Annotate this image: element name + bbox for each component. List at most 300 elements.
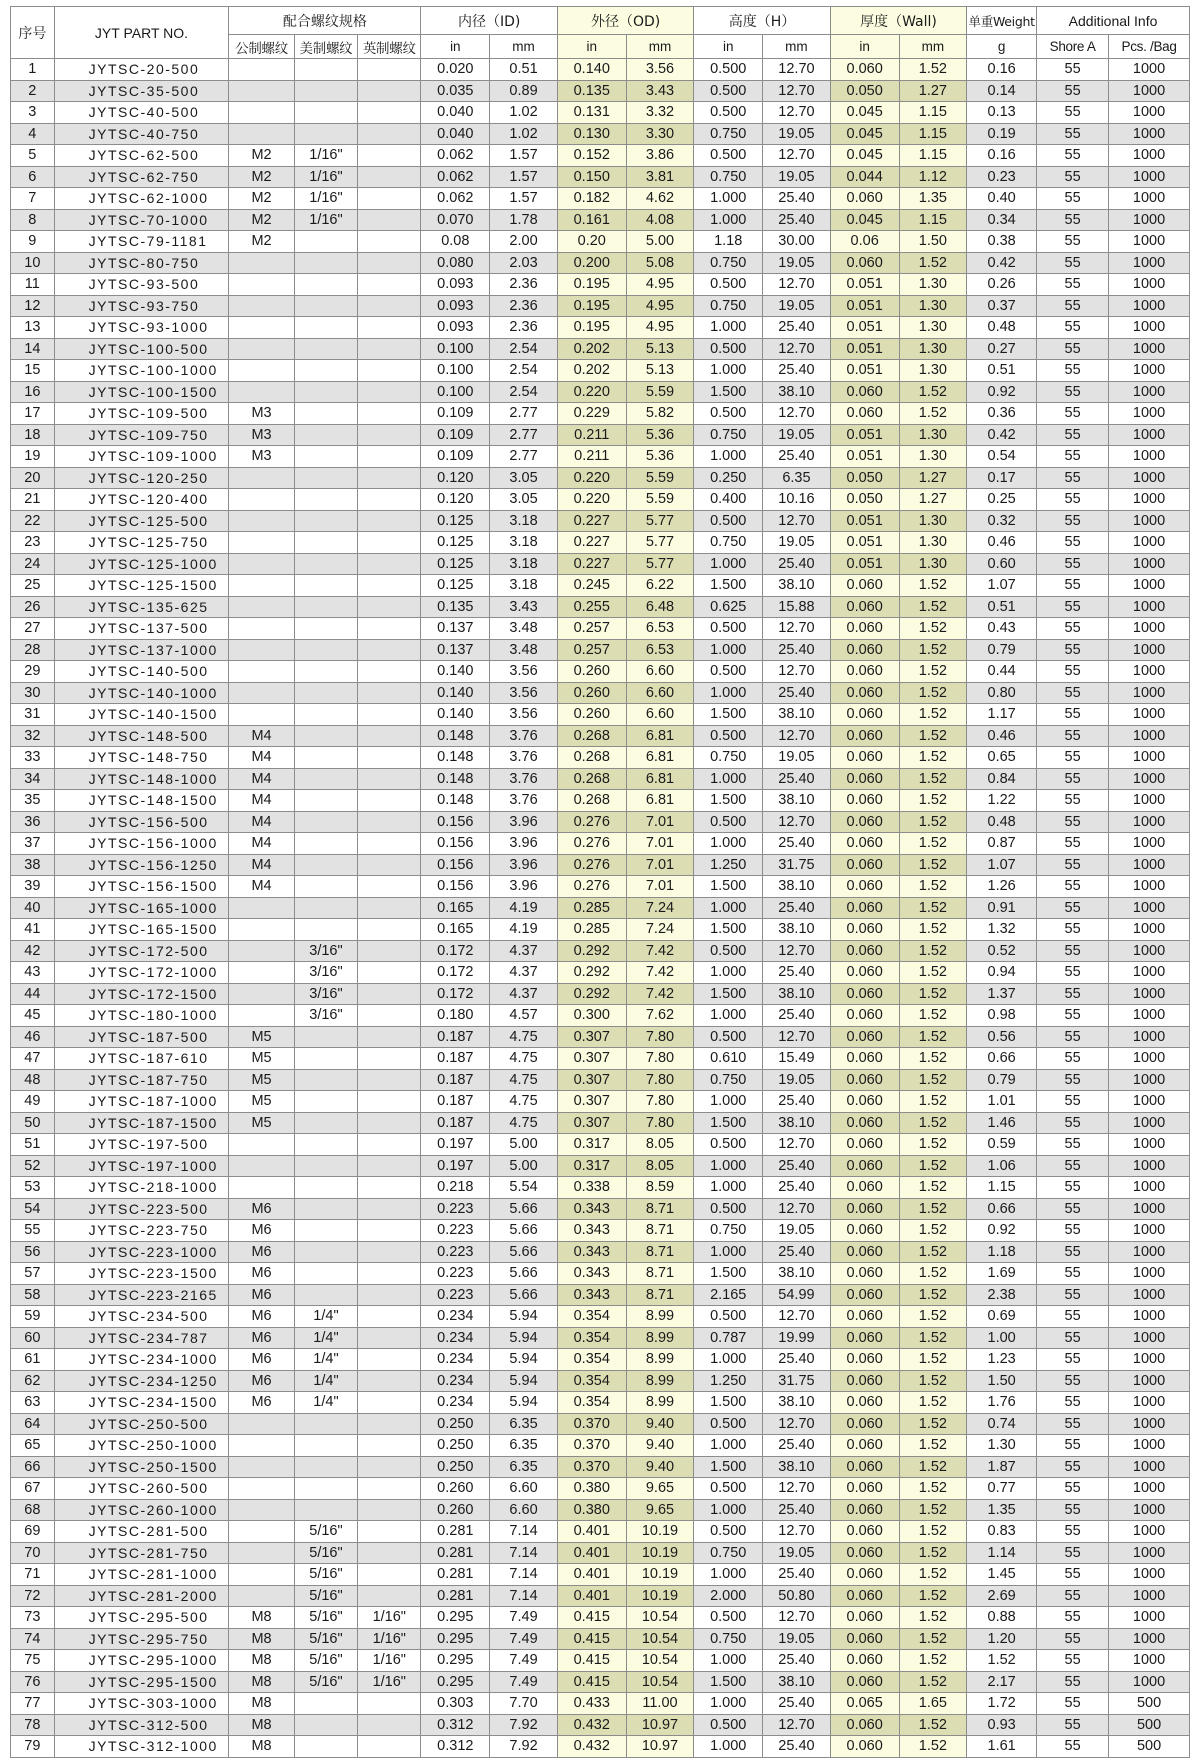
cell-height-in: 0.750	[694, 295, 763, 317]
cell-od-mm: 5.36	[626, 446, 694, 468]
cell-height-mm: 12.70	[763, 274, 831, 296]
cell-thread-metric: M4	[229, 833, 294, 855]
table-row	[11, 618, 1190, 640]
cell-height-in: 1.000	[694, 1155, 763, 1177]
cell-thread-uk	[358, 1736, 421, 1758]
cell-thread-metric: M3	[229, 424, 294, 446]
cell-weight: 0.92	[967, 381, 1037, 403]
cell-shore: 55	[1037, 575, 1109, 597]
cell-od-mm: 3.56	[626, 59, 694, 81]
cell-od-mm: 9.40	[626, 1456, 694, 1478]
table-row	[11, 1736, 1190, 1758]
cell-id-in: 0.125	[421, 553, 490, 575]
cell-part-no: JYTSC-165-1500	[54, 919, 229, 941]
cell-od-mm: 5.59	[626, 489, 694, 511]
cell-id-in: 0.156	[421, 854, 490, 876]
cell-wall-in: 0.060	[830, 1263, 899, 1285]
cell-shore: 55	[1037, 1112, 1109, 1134]
cell-thread-uk	[358, 1714, 421, 1736]
cell-part-no: JYTSC-223-750	[54, 1220, 229, 1242]
cell-wall-in: 0.060	[830, 188, 899, 210]
cell-no: 69	[11, 1521, 55, 1543]
cell-part-no: JYTSC-120-400	[54, 489, 229, 511]
cell-thread-metric: M8	[229, 1736, 294, 1758]
cell-weight: 0.54	[967, 446, 1037, 468]
cell-od-mm: 5.77	[626, 553, 694, 575]
cell-wall-mm: 1.52	[899, 1177, 967, 1199]
cell-od-mm: 7.42	[626, 962, 694, 984]
cell-no: 54	[11, 1198, 55, 1220]
cell-shore: 55	[1037, 618, 1109, 640]
cell-pcs-bag: 1000	[1109, 424, 1190, 446]
cell-height-in: 1.000	[694, 1435, 763, 1457]
cell-od-mm: 5.77	[626, 510, 694, 532]
cell-od-in: 0.433	[557, 1693, 626, 1715]
cell-thread-us	[294, 102, 357, 124]
cell-od-in: 0.220	[557, 467, 626, 489]
cell-height-in: 1.000	[694, 1693, 763, 1715]
cell-od-mm: 10.54	[626, 1650, 694, 1672]
cell-pcs-bag: 1000	[1109, 1499, 1190, 1521]
cell-pcs-bag: 1000	[1109, 446, 1190, 468]
table-row	[11, 317, 1190, 339]
cell-wall-in: 0.060	[830, 876, 899, 898]
cell-wall-in: 0.060	[830, 1198, 899, 1220]
cell-od-in: 0.255	[557, 596, 626, 618]
table-row	[11, 919, 1190, 941]
table-row	[11, 1048, 1190, 1070]
col-shore-header: Shore A	[1037, 35, 1109, 59]
cell-wall-mm: 1.27	[899, 489, 967, 511]
cell-pcs-bag: 1000	[1109, 102, 1190, 124]
cell-no: 61	[11, 1349, 55, 1371]
cell-height-in: 0.500	[694, 510, 763, 532]
cell-no: 20	[11, 467, 55, 489]
cell-part-no: JYTSC-172-1500	[54, 983, 229, 1005]
cell-wall-mm: 1.52	[899, 1736, 967, 1758]
cell-height-mm: 25.40	[763, 360, 831, 382]
cell-weight: 0.51	[967, 596, 1037, 618]
cell-part-no: JYTSC-148-1500	[54, 790, 229, 812]
cell-od-mm: 6.81	[626, 747, 694, 769]
cell-wall-in: 0.060	[830, 1155, 899, 1177]
cell-wall-mm: 1.15	[899, 209, 967, 231]
col-wall-mm-header: mm	[899, 35, 967, 59]
cell-id-in: 0.062	[421, 145, 490, 167]
cell-thread-uk	[358, 876, 421, 898]
cell-no: 4	[11, 123, 55, 145]
cell-height-in: 0.500	[694, 1134, 763, 1156]
cell-height-in: 0.750	[694, 166, 763, 188]
cell-id-in: 0.120	[421, 489, 490, 511]
cell-thread-uk	[358, 1091, 421, 1113]
cell-thread-us	[294, 682, 357, 704]
cell-id-mm: 7.70	[490, 1693, 558, 1715]
cell-weight: 0.44	[967, 661, 1037, 683]
cell-height-in: 0.610	[694, 1048, 763, 1070]
cell-weight: 1.45	[967, 1564, 1037, 1586]
cell-height-mm: 38.10	[763, 919, 831, 941]
cell-height-in: 0.500	[694, 811, 763, 833]
cell-id-in: 0.295	[421, 1650, 490, 1672]
cell-no: 50	[11, 1112, 55, 1134]
cell-height-mm: 10.16	[763, 489, 831, 511]
col-thread-us-header: 美制螺纹	[294, 35, 357, 59]
cell-pcs-bag: 1000	[1109, 897, 1190, 919]
cell-thread-metric	[229, 467, 294, 489]
cell-height-in: 1.500	[694, 1392, 763, 1414]
cell-height-mm: 12.70	[763, 1478, 831, 1500]
cell-weight: 0.77	[967, 1478, 1037, 1500]
cell-part-no: JYTSC-148-1000	[54, 768, 229, 790]
cell-weight: 1.76	[967, 1392, 1037, 1414]
cell-wall-mm: 1.27	[899, 80, 967, 102]
cell-od-mm: 7.80	[626, 1026, 694, 1048]
cell-thread-metric: M8	[229, 1693, 294, 1715]
cell-thread-metric: M2	[229, 209, 294, 231]
cell-weight: 1.14	[967, 1542, 1037, 1564]
col-thread-metric-header: 公制螺纹	[229, 35, 294, 59]
cell-thread-metric	[229, 983, 294, 1005]
cell-height-in: 1.000	[694, 833, 763, 855]
cell-no: 9	[11, 231, 55, 253]
cell-pcs-bag: 1000	[1109, 381, 1190, 403]
cell-height-in: 1.000	[694, 360, 763, 382]
cell-wall-mm: 1.52	[899, 1499, 967, 1521]
cell-wall-in: 0.060	[830, 1564, 899, 1586]
cell-wall-mm: 1.52	[899, 596, 967, 618]
cell-id-mm: 2.36	[490, 274, 558, 296]
cell-od-in: 0.354	[557, 1327, 626, 1349]
cell-height-in: 1.000	[694, 768, 763, 790]
cell-part-no: JYTSC-234-500	[54, 1306, 229, 1328]
cell-wall-mm: 1.52	[899, 790, 967, 812]
cell-thread-uk	[358, 338, 421, 360]
cell-wall-in: 0.045	[830, 123, 899, 145]
cell-pcs-bag: 1000	[1109, 360, 1190, 382]
cell-height-mm: 12.70	[763, 811, 831, 833]
cell-od-in: 0.285	[557, 919, 626, 941]
cell-no: 63	[11, 1392, 55, 1414]
cell-no: 44	[11, 983, 55, 1005]
cell-no: 23	[11, 532, 55, 554]
cell-wall-in: 0.050	[830, 467, 899, 489]
cell-id-in: 0.165	[421, 919, 490, 941]
table-row	[11, 360, 1190, 382]
cell-thread-uk	[358, 1585, 421, 1607]
cell-height-in: 1.500	[694, 704, 763, 726]
cell-wall-in: 0.060	[830, 59, 899, 81]
cell-height-mm: 25.40	[763, 1005, 831, 1027]
cell-id-mm: 7.92	[490, 1714, 558, 1736]
cell-od-in: 0.343	[557, 1263, 626, 1285]
cell-id-in: 0.187	[421, 1048, 490, 1070]
cell-part-no: JYTSC-140-1500	[54, 704, 229, 726]
cell-od-in: 0.135	[557, 80, 626, 102]
cell-id-mm: 3.96	[490, 811, 558, 833]
cell-weight: 1.26	[967, 876, 1037, 898]
cell-shore: 55	[1037, 876, 1109, 898]
cell-shore: 55	[1037, 424, 1109, 446]
col-part-no-header: JYT PART NO.	[54, 7, 229, 59]
cell-height-in: 1.500	[694, 790, 763, 812]
cell-thread-us	[294, 854, 357, 876]
cell-wall-mm: 1.52	[899, 1048, 967, 1070]
cell-no: 72	[11, 1585, 55, 1607]
cell-wall-in: 0.060	[830, 854, 899, 876]
cell-wall-in: 0.051	[830, 510, 899, 532]
cell-od-in: 0.432	[557, 1736, 626, 1758]
cell-thread-uk	[358, 1521, 421, 1543]
cell-weight: 0.80	[967, 682, 1037, 704]
cell-thread-uk	[358, 1048, 421, 1070]
cell-weight: 0.16	[967, 145, 1037, 167]
cell-od-in: 0.317	[557, 1134, 626, 1156]
cell-wall-mm: 1.30	[899, 338, 967, 360]
cell-no: 11	[11, 274, 55, 296]
cell-od-mm: 5.36	[626, 424, 694, 446]
cell-height-mm: 19.05	[763, 1069, 831, 1091]
cell-id-mm: 3.96	[490, 854, 558, 876]
cell-od-in: 0.276	[557, 811, 626, 833]
cell-od-in: 0.152	[557, 145, 626, 167]
cell-wall-in: 0.060	[830, 1306, 899, 1328]
table-row	[11, 1650, 1190, 1672]
cell-no: 7	[11, 188, 55, 210]
cell-wall-in: 0.060	[830, 1091, 899, 1113]
cell-thread-uk	[358, 252, 421, 274]
cell-pcs-bag: 1000	[1109, 790, 1190, 812]
cell-no: 35	[11, 790, 55, 812]
cell-thread-uk	[358, 618, 421, 640]
cell-od-in: 0.227	[557, 532, 626, 554]
cell-shore: 55	[1037, 983, 1109, 1005]
cell-id-in: 0.234	[421, 1370, 490, 1392]
cell-height-in: 1.000	[694, 1736, 763, 1758]
cell-od-in: 0.343	[557, 1198, 626, 1220]
table-row	[11, 1284, 1190, 1306]
cell-id-in: 0.223	[421, 1284, 490, 1306]
cell-wall-in: 0.060	[830, 618, 899, 640]
cell-od-mm: 4.95	[626, 295, 694, 317]
cell-height-in: 1.500	[694, 983, 763, 1005]
cell-wall-mm: 1.30	[899, 553, 967, 575]
cell-part-no: JYTSC-62-1000	[54, 188, 229, 210]
cell-wall-mm: 1.30	[899, 424, 967, 446]
cell-od-in: 0.195	[557, 317, 626, 339]
cell-part-no: JYTSC-281-1000	[54, 1564, 229, 1586]
cell-no: 48	[11, 1069, 55, 1091]
cell-wall-in: 0.051	[830, 360, 899, 382]
cell-wall-in: 0.051	[830, 424, 899, 446]
cell-wall-mm: 1.52	[899, 876, 967, 898]
cell-part-no: JYTSC-295-750	[54, 1628, 229, 1650]
cell-height-in: 0.750	[694, 424, 763, 446]
cell-height-mm: 25.40	[763, 188, 831, 210]
cell-wall-in: 0.051	[830, 317, 899, 339]
cell-height-mm: 38.10	[763, 1456, 831, 1478]
cell-wall-in: 0.060	[830, 940, 899, 962]
table-row	[11, 1478, 1190, 1500]
cell-no: 8	[11, 209, 55, 231]
cell-id-mm: 5.94	[490, 1349, 558, 1371]
cell-thread-metric	[229, 252, 294, 274]
cell-height-in: 0.750	[694, 1628, 763, 1650]
cell-weight: 0.26	[967, 274, 1037, 296]
cell-od-mm: 10.19	[626, 1585, 694, 1607]
cell-shore: 55	[1037, 1736, 1109, 1758]
cell-pcs-bag: 1000	[1109, 1155, 1190, 1177]
cell-thread-metric: M2	[229, 188, 294, 210]
cell-thread-us	[294, 1026, 357, 1048]
cell-thread-uk	[358, 983, 421, 1005]
cell-shore: 55	[1037, 1628, 1109, 1650]
cell-id-mm: 5.66	[490, 1241, 558, 1263]
cell-thread-metric: M6	[229, 1241, 294, 1263]
cell-height-mm: 38.10	[763, 983, 831, 1005]
cell-wall-in: 0.060	[830, 962, 899, 984]
cell-od-mm: 7.80	[626, 1069, 694, 1091]
cell-shore: 55	[1037, 854, 1109, 876]
cell-wall-mm: 1.52	[899, 1284, 967, 1306]
cell-od-in: 0.292	[557, 940, 626, 962]
cell-thread-uk	[358, 59, 421, 81]
cell-thread-uk	[358, 231, 421, 253]
cell-id-mm: 7.49	[490, 1650, 558, 1672]
cell-weight: 1.35	[967, 1499, 1037, 1521]
cell-pcs-bag: 1000	[1109, 467, 1190, 489]
cell-od-in: 0.227	[557, 553, 626, 575]
cell-no: 33	[11, 747, 55, 769]
cell-no: 18	[11, 424, 55, 446]
cell-wall-mm: 1.52	[899, 704, 967, 726]
cell-wall-mm: 1.30	[899, 295, 967, 317]
cell-wall-in: 0.060	[830, 575, 899, 597]
cell-thread-metric	[229, 682, 294, 704]
cell-height-mm: 12.70	[763, 725, 831, 747]
cell-part-no: JYTSC-187-1000	[54, 1091, 229, 1113]
cell-no: 27	[11, 618, 55, 640]
cell-od-in: 0.380	[557, 1499, 626, 1521]
cell-pcs-bag: 1000	[1109, 940, 1190, 962]
cell-id-mm: 7.14	[490, 1585, 558, 1607]
cell-thread-metric	[229, 1435, 294, 1457]
cell-weight: 1.23	[967, 1349, 1037, 1371]
cell-id-mm: 4.75	[490, 1048, 558, 1070]
cell-part-no: JYTSC-156-1250	[54, 854, 229, 876]
cell-wall-in: 0.065	[830, 1693, 899, 1715]
cell-pcs-bag: 500	[1109, 1736, 1190, 1758]
table-row	[11, 639, 1190, 661]
table-row	[11, 1198, 1190, 1220]
cell-wall-mm: 1.30	[899, 274, 967, 296]
cell-od-in: 0.268	[557, 790, 626, 812]
cell-od-mm: 11.00	[626, 1693, 694, 1715]
cell-thread-metric: M6	[229, 1284, 294, 1306]
cell-weight: 0.74	[967, 1413, 1037, 1435]
cell-weight: 0.14	[967, 80, 1037, 102]
cell-thread-uk	[358, 1327, 421, 1349]
cell-od-mm: 5.13	[626, 360, 694, 382]
cell-od-mm: 8.05	[626, 1134, 694, 1156]
cell-shore: 55	[1037, 123, 1109, 145]
cell-thread-metric	[229, 1177, 294, 1199]
cell-height-in: 1.18	[694, 231, 763, 253]
cell-no: 16	[11, 381, 55, 403]
cell-thread-metric: M3	[229, 403, 294, 425]
cell-od-in: 0.307	[557, 1112, 626, 1134]
table-row	[11, 231, 1190, 253]
cell-thread-us	[294, 1134, 357, 1156]
col-wall-header: 厚度（Wall)	[830, 7, 966, 35]
table-row	[11, 704, 1190, 726]
table-body	[11, 59, 1190, 1758]
cell-height-mm: 38.10	[763, 1671, 831, 1693]
cell-thread-metric: M4	[229, 747, 294, 769]
cell-height-in: 1.500	[694, 1671, 763, 1693]
cell-height-in: 0.750	[694, 1542, 763, 1564]
col-thread-uk-header: 英制螺纹	[358, 35, 421, 59]
cell-thread-uk	[358, 467, 421, 489]
cell-height-in: 1.000	[694, 1241, 763, 1263]
cell-part-no: JYTSC-100-1000	[54, 360, 229, 382]
cell-thread-us	[294, 618, 357, 640]
cell-height-in: 0.500	[694, 59, 763, 81]
cell-pcs-bag: 1000	[1109, 145, 1190, 167]
table-row	[11, 790, 1190, 812]
cell-thread-metric: M6	[229, 1198, 294, 1220]
cell-wall-in: 0.060	[830, 1585, 899, 1607]
cell-id-in: 0.148	[421, 725, 490, 747]
cell-weight: 1.52	[967, 1650, 1037, 1672]
cell-id-in: 0.281	[421, 1585, 490, 1607]
cell-id-mm: 6.35	[490, 1456, 558, 1478]
cell-no: 15	[11, 360, 55, 382]
cell-wall-in: 0.060	[830, 1499, 899, 1521]
cell-weight: 0.51	[967, 360, 1037, 382]
cell-thread-metric: M8	[229, 1671, 294, 1693]
cell-id-in: 0.040	[421, 123, 490, 145]
cell-wall-mm: 1.52	[899, 1413, 967, 1435]
cell-thread-us	[294, 575, 357, 597]
cell-height-mm: 12.70	[763, 1413, 831, 1435]
cell-shore: 55	[1037, 919, 1109, 941]
cell-height-mm: 12.70	[763, 80, 831, 102]
cell-thread-metric	[229, 704, 294, 726]
cell-height-in: 0.750	[694, 747, 763, 769]
cell-od-mm: 8.99	[626, 1370, 694, 1392]
cell-id-in: 0.093	[421, 317, 490, 339]
cell-od-in: 0.307	[557, 1069, 626, 1091]
cell-height-mm: 38.10	[763, 381, 831, 403]
cell-id-mm: 7.14	[490, 1564, 558, 1586]
cell-wall-mm: 1.52	[899, 1241, 967, 1263]
cell-wall-mm: 1.52	[899, 1005, 967, 1027]
cell-shore: 55	[1037, 1220, 1109, 1242]
cell-part-no: JYTSC-187-610	[54, 1048, 229, 1070]
cell-shore: 55	[1037, 317, 1109, 339]
cell-thread-us	[294, 1177, 357, 1199]
cell-thread-uk	[358, 510, 421, 532]
col-weight-header: 单重Weight	[967, 7, 1037, 35]
cell-od-mm: 7.62	[626, 1005, 694, 1027]
cell-wall-in: 0.050	[830, 489, 899, 511]
cell-od-mm: 6.60	[626, 704, 694, 726]
cell-weight: 1.30	[967, 1435, 1037, 1457]
cell-id-in: 0.100	[421, 381, 490, 403]
cell-id-mm: 0.51	[490, 59, 558, 81]
cell-height-mm: 12.70	[763, 1306, 831, 1328]
